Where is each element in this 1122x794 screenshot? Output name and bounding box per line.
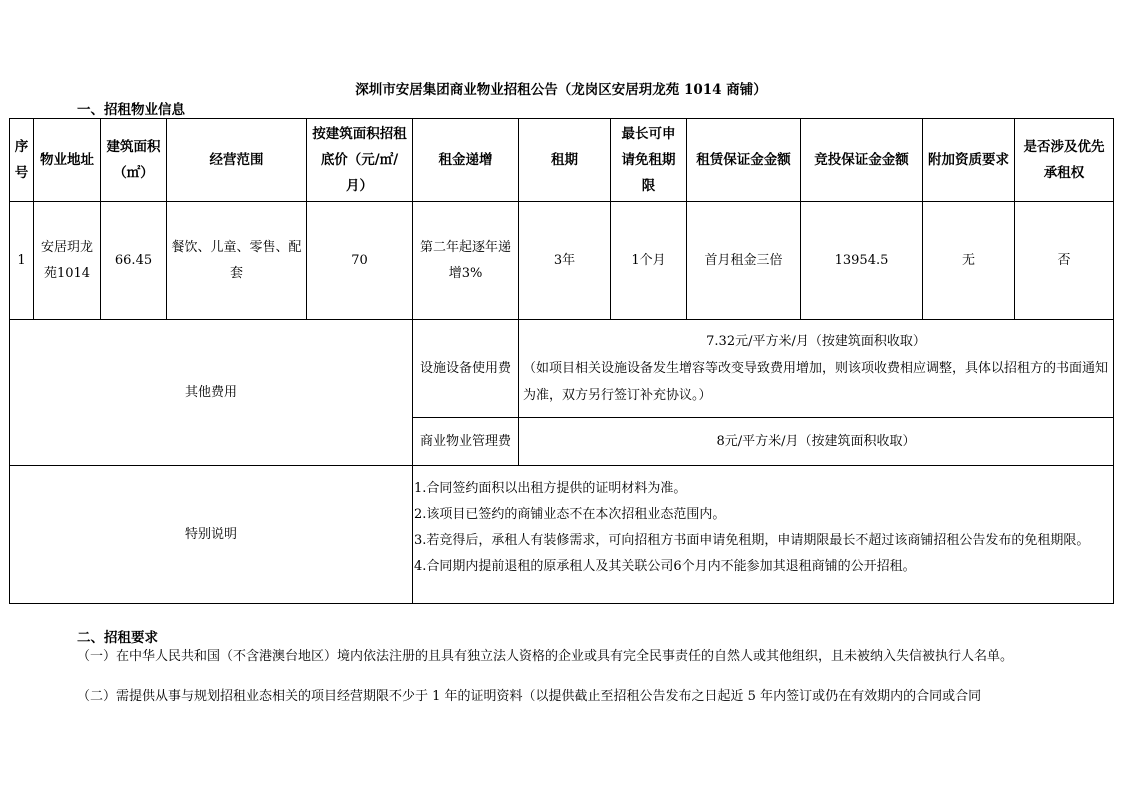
row-area: 66.45	[101, 202, 167, 320]
table-row	[10, 202, 1114, 320]
special-note-item: 1.合同签约面积以出租方提供的证明材料为准。	[414, 481, 687, 496]
special-notes-label: 特别说明	[10, 466, 413, 604]
row-free: 1个月	[611, 202, 687, 320]
facility-fee-rate: 7.32元/平方米/月（按建筑面积收取）	[706, 334, 926, 349]
facility-fee-label: 设施设备使用费	[413, 320, 519, 418]
special-notes-row	[10, 466, 1114, 604]
row-no: 1	[10, 202, 34, 320]
header-cell: 租期	[519, 119, 611, 202]
special-note-item: 4.合同期内提前退租的原承租人及其关联公司6个月内不能参加其退租商铺的公开招租。	[414, 559, 916, 574]
other-fees-row	[10, 320, 1114, 418]
row-price: 70	[307, 202, 413, 320]
property-table	[9, 118, 1114, 604]
header-cell: 租金递增	[413, 119, 519, 202]
special-note-item: 2.该项目已签约的商铺业态不在本次招租业态范围内。	[414, 507, 726, 522]
row-increase: 第二年起逐年递增3%	[413, 202, 519, 320]
special-note-item: 3.若竞得后，承租人有装修需求，可向招租方书面申请免租期，申请期限最长不超过该商铺招租公告发布的免租期限。	[414, 533, 1090, 548]
facility-fee-cell	[519, 320, 1114, 418]
header-cell: 经营范围	[167, 119, 307, 202]
header-cell: 物业地址	[34, 119, 101, 202]
header-cell: 是否涉及优先承租权	[1015, 119, 1114, 202]
header-cell: 建筑面积（㎡）	[101, 119, 167, 202]
facility-fee-note: （如项目相关设施设备发生增容等改变导致费用增加，则该项收费相应调整，具体以招租方的书面通知为准，双方另行签订补充协议。）	[523, 361, 1109, 403]
special-notes-list	[413, 466, 1114, 604]
header-cell: 租赁保证金金额	[687, 119, 801, 202]
header-cell: 序号	[10, 119, 34, 202]
section-heading-2: 二、招租要求	[77, 630, 158, 646]
mgmt-fee-rate: 8元/平方米/月（按建筑面积收取）	[519, 418, 1114, 466]
header-cell: 附加资质要求	[923, 119, 1015, 202]
header-cell: 按建筑面积招租底价（元/㎡/月）	[307, 119, 413, 202]
mgmt-fee-label: 商业物业管理费	[413, 418, 519, 466]
requirement-2: （二）需提供从事与规划招租业态相关的项目经营期限不少于 1 年的证明资料（以提供截止至招租公告发布之日起近 5 年内签订或仍在有效期内的合同或合同	[77, 689, 982, 704]
row-term: 3年	[519, 202, 611, 320]
row-bid: 13954.5	[801, 202, 923, 320]
header-cell: 最长可申请免租期限	[611, 119, 687, 202]
requirement-1: （一）在中华人民共和国（不含港澳台地区）境内依法注册的且具有独立法人资格的企业或具有完全民事责任的自然人或其他组织，且未被纳入失信被执行人名单。	[77, 649, 1014, 664]
section-heading-1: 一、招租物业信息	[77, 102, 185, 118]
row-scope: 餐饮、儿童、零售、配套	[167, 202, 307, 320]
table-header-row	[10, 119, 1114, 202]
row-qual: 无	[923, 202, 1015, 320]
row-deposit: 首月租金三倍	[687, 202, 801, 320]
row-address: 安居玥龙苑1014	[34, 202, 101, 320]
header-cell: 竞投保证金金额	[801, 119, 923, 202]
other-fees-label: 其他费用	[10, 320, 413, 466]
page-title: 深圳市安居集团商业物业招租公告（龙岗区安居玥龙苑 1014 商铺）	[355, 82, 767, 98]
row-priority: 否	[1015, 202, 1114, 320]
